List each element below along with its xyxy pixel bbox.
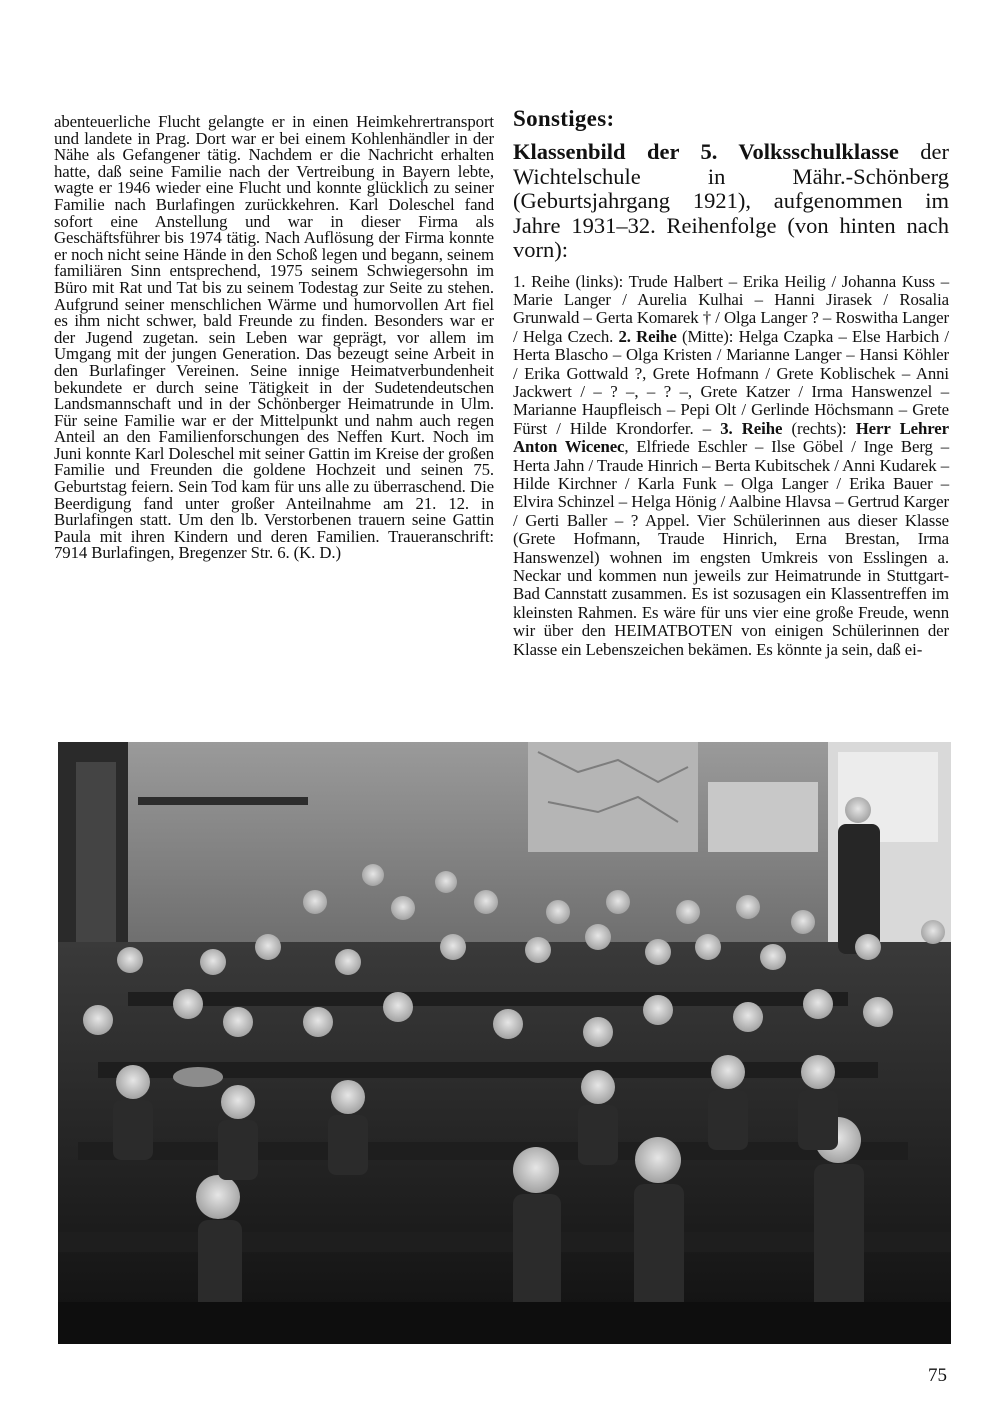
photo-intro <box>513 140 949 263</box>
row-3-names: , Elfriede Eschler – Ilse Göbel / Inge Berg – Herta Jahn / Traude Hinrich – Berta Kubitschek / Anni Kudarek – Hilde Kirchner / Karla Funk – Olga Langer / Erika Bauer – Elvira Schinzel – Helga Hönig / Aalbine Hlavsa – Gertrud Karger / Gerti Baller – ? Appel. Vier Schülerinnen aus dieser Klasse (Grete Hofmann, Traude Hinrich, Erna Brestan, Irma Hanswenzel) wohnen im engsten Umkreis von Esslingen a. Neckar und kommen nun jeweils zur Heimatrunde in Stuttgart-Bad Cannstatt zusammen. Es ist sozusagen ein Klassentreffen im kleinsten Rahmen. Es wäre für uns vier eine große Freude, wenn wir über den HEIMATBOTEN von einigen Schülerinnen der Klasse ein Lebenszeichen bekämen. Es könnte ja sein, daß ei- <box>513 437 949 659</box>
left-column-text <box>54 114 494 562</box>
right-column <box>513 106 949 659</box>
class-list <box>513 273 949 660</box>
row-3-position: (rechts): <box>782 418 856 438</box>
photo-intro-rest: der Wichtelschule in Mähr.-Schönberg (Geburtsjahrgang 1921), aufgenommen im Jahre 1931–32. Reihenfolge (von hinten nach vorn): <box>513 139 949 262</box>
row-2-names: (Mitte): Helga Czapka – Else Harbich / Herta Blascho – Olga Kristen / Marianne Langer – Hansi Köhler / Erika Gottwald ?, Grete Hofmann / Grete Koblischek – Anni Jackwert / – ? –, – ? –, Grete Katzer / Irma Hanswenzel – Marianne Haupfleisch – Pepi Olt / Gerlinde Höchsmann – Grete Fürst / Hilde Krondorfer. – <box>513 326 949 438</box>
teacher-name: Herr Lehrer Anton Wicenec <box>513 418 949 457</box>
classroom-photo-illustration <box>58 742 951 1344</box>
row-2-label: 2. Reihe <box>618 326 677 346</box>
obituary-paragraph: abenteuerliche Flucht gelangte er in einen Heimkehrertransport und landete in Prag. Dort war er bei einem Kohlenhändler in der Nähe als Gefangener tätig. Nachdem er die Nachricht erhalten hatte, daß seine Familie nach der Vertreibung in Bayern lebte, wagte er 1946 wieder eine Flucht und konnte glücklich zu seiner Familie nach Burlafingen zurückkehren. Karl Doleschel fand sofort eine Anstellung und war in dieser Firma als Geschäftsführer bis 1974 tätig. Nach Auflösung der Firma konnte er noch nicht seine Hände in den Schoß legen und begann, seinem familiären Sinn entsprechend, 1975 seinem Schwiegersohn im Büro mit Rat und Tat bis zu seinem Todestag zur Seite zu stehen. Aufgrund seiner menschlichen Wärme und humorvollen Art fiel es ihm nicht schwer, bald Freunde zu finden. Besonders war er der Jugend zugetan. sein Leben war geprägt, vor allem im Umgang mit der jungen Generation. Das bezeugt seine Arbeit in den Burlafinger Vereinen. Seine innige Heimatverbundenheit bekundete er durch seine Tätigkeit in der Sudetendeutschen Landsmannschaft und in der Schönberger Heimatrunde in Ulm. Für seine Familie war er der Mittelpunkt und nahm auch regen Anteil an den Familienforschungen des Neffen Kurt. Noch im Juni konnte Karl Doleschel mit seiner Gattin im Kreise der großen Familie und Freunden die goldene Hochzeit und seinen 75. Geburtstag feiern. Sein Tod kam für uns alle zu überraschend. Die Beerdigung fand unter großer Anteilnahme am 21. 12. in Burlafingen statt. Um den lb. Verstorbenen trauern seine Gattin Paula mit ihren Kindern und deren Familien. Traueranschrift: 7914 Burlafingen, Bregenzer Str. 6. (K. D.) <box>54 112 494 563</box>
photo-intro-bold: Klassenbild der 5. Volksschulklasse <box>513 139 899 164</box>
row-3-label: 3. Reihe <box>720 418 783 438</box>
page-number: 75 <box>928 1365 947 1386</box>
row-1-names: 1. Reihe (links): Trude Halbert – Erika Heilig / Johanna Kuss – Marie Langer / Aurelia Kulhai – Hanni Jirasek / Rosalia Grunwald – Gerta Komarek † / Olga Langer ? – Roswitha Langer / Helga Czech. <box>513 271 949 346</box>
section-heading: Sonstiges: <box>513 106 615 131</box>
class-photograph <box>58 742 951 1344</box>
